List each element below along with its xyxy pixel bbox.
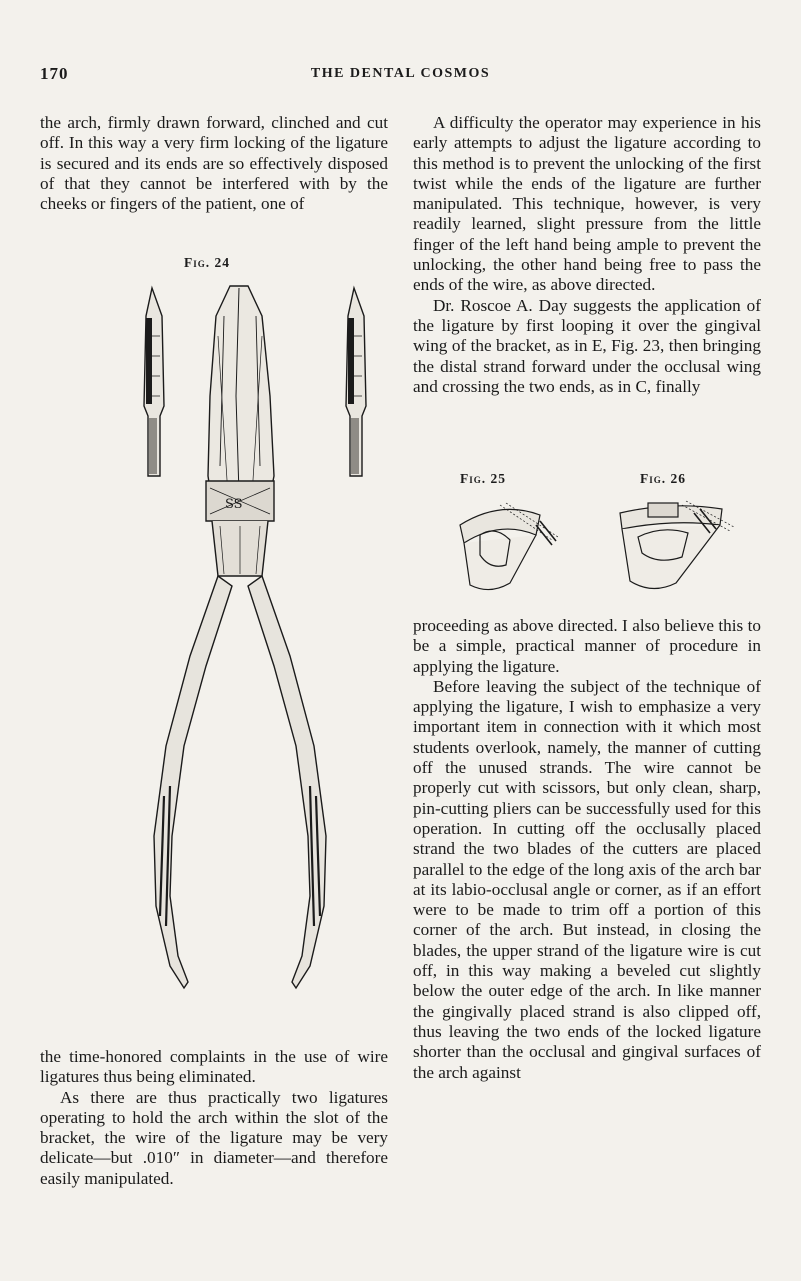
right-paragraph-4: Before leaving the subject of the technique of applying the ligature, I wish to emphasize a very important item in connection with it which most students overlook, namely, the manner of cutting off the unused strands. The wire cannot be properly cut with scissors, but only clean, sharp, pin-cutting pliers can be successfully used for this operation. In cutting off the occlusally placed strand the two blades of the cutters are placed parallel to the edge of the long axis of the arch bar at its labio-occlusal angle or corner, as if an effort were to be made to trim off a portion of this corner of the arch. But instead, in closing the blades, the upper strand of the ligature wire is cut off, in this way making a beveled cut slightly below the outer edge of the arch. In like manner the gingivally placed strand is also clipped off, thus leaving the two ends of the locked ligature shorter than the occlusal and gingival surfaces of the arch against — [413, 676, 761, 1082]
left-bottom-paragraph-2: As there are thus practically two ligatures operating to hold the arch within the slot of the bracket, the wire of the ligature may be very delicate—but .010″ in diameter—and therefore easily manipulated. — [40, 1087, 388, 1188]
right-paragraph-2: Dr. Roscoe A. Day suggests the application of the ligature by first looping it over the gingival wing of the bracket, as in E, Fig. 23, then bringing the distal strand forward under the occlusal wing and crossing the two ends, as in C, finally — [413, 295, 761, 396]
fig26-caption: Fig. 26 — [640, 471, 686, 486]
left-column-bottom — [40, 1047, 388, 1189]
left-bottom-paragraph-1: the time-honored complaints in the use of wire ligatures thus being eliminated. — [40, 1047, 388, 1087]
fig25-caption: Fig. 25 — [460, 471, 506, 486]
fig26-bracket-illustration — [612, 495, 742, 605]
fig25-bracket-illustration — [440, 495, 570, 605]
left-top-paragraph: the arch, firmly drawn forward, clinched and cut off. In this way a very firm locking of the ligature is secured and its ends are so effectively disposed of that they cannot be interfered with by the cheeks or fingers of the patient, one of — [40, 113, 388, 214]
left-column-top — [40, 113, 388, 214]
running-title: THE DENTAL COSMOS — [310, 66, 491, 81]
right-column-top — [413, 113, 761, 397]
page-number: 170 — [40, 64, 69, 83]
right-paragraph-1: A difficulty the operator may experience in his early attempts to adjust the ligature according to this method is to prevent the unlocking of the first twist while the ends of the ligature are further manipulated. This technique, however, is very readily learned, slight pressure from the little finger of the left hand being ample to prevent the unlocking, the other hand being free to pass the ends of the wire, as above directed. — [413, 113, 761, 295]
svg-text:SS: SS — [225, 497, 243, 512]
fig24-pliers-illustration — [140, 276, 370, 1036]
right-paragraph-3: proceeding as above directed. I also believe this to be a simple, practical manner of procedure in applying the ligature. — [413, 616, 761, 676]
right-column-bottom — [413, 616, 761, 1083]
fig24-caption: Fig. 24 — [184, 255, 230, 270]
